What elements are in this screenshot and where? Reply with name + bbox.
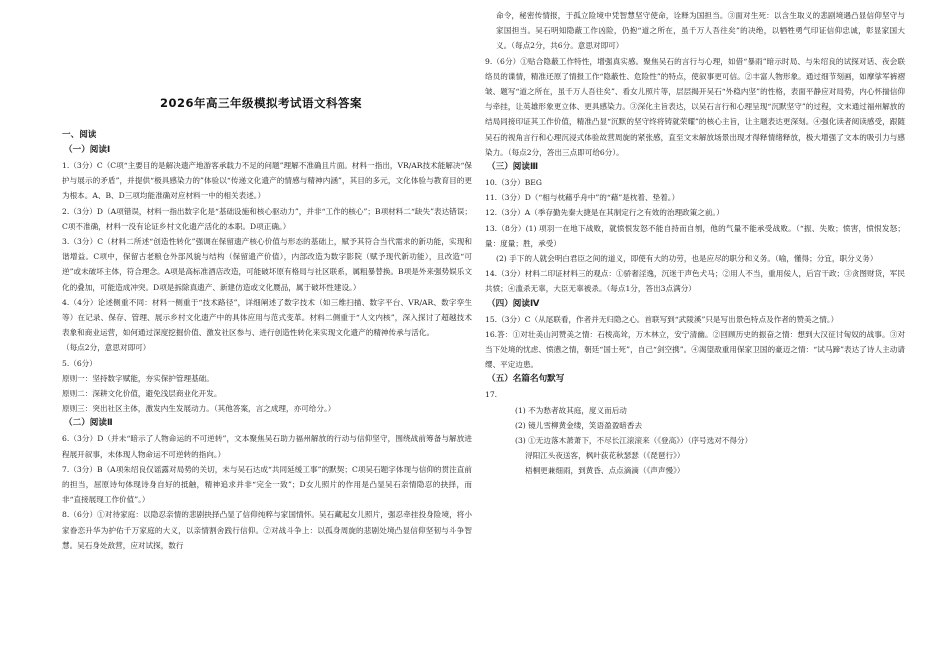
subsection-heading-reading-4: （四）阅读Ⅳ (487, 298, 540, 309)
answer-q3: 3.（3分）C（材料二所述“创造性转化”强调在保留遗产核心价值与形态的基础上，赋予其符合当代需求的新功能，实现和谐增益。C项中，保留古老粮仓外部风貌与结构（保留遗产价值），内部改造为数字影院（赋予现代新功能），且改造“可逆”或未破坏主体，符合理念。A项是高标准酒店改造，可能破坏原有格局与社区联系，属粗暴替换。B项是外来强势娱乐文化的叠加，可能造成冲突。D项是拆除真遗产、新建仿造或文化赝品，属于破坏性建设。） (62, 237, 472, 292)
answer-q17-line-5: 梧桐更兼细雨，到黄昏、点点滴滴（《声声慢》） (525, 466, 685, 476)
answer-q13-part-2: (2) 手下的人就会明白君臣之间的道义，即使有大的功劳，也是应尽的职分和义务。（喻，懂得；分宜，职分义务） (496, 254, 878, 264)
answer-q6: 6.（3分）D（并未“暗示了人物命运的不可逆转”，文本聚焦吴石助力福州解放的行动与信仰坚守，围绕战前筹备与解放进程展开叙事，未体现人物命运不可逆转的指向。） (62, 434, 472, 459)
answer-q8-continued: 命令，秘密传情报，于孤立险境中凭智慧坚守使命，诠释为国担当。③面对生死：以含生取义的悲剧境遇凸显信仰坚守与家国担当。吴石明知隐蔽工作凶险，仍抱“道之所在，虽千万人吾往矣”的决绝，以牺牲勇气印证信仰忠诚，彰显家国大义。（每点2分，共6分。意思对即可） (496, 11, 905, 51)
answer-q7: 7.（3分）B（A项朱绍良仅谣露对局势的关切，未与吴石达成“共同延缓工事”的默契；C项吴石题字体现与信仰的贯注直前的担当，屈原诗句体现诗身自好的抵触，精神追求并非“完全一致”；D女儿照片的作用是凸显吴石亲情隐忍的抉择，而非“直接展现工作价值”。） (62, 464, 472, 505)
answer-q1: 1.（3分）C（C项“主要目的是解决遗产地游客承载力不足的问题”理解不准确且片面。材料一指出，VR/AR技术能解决“保护与展示的矛盾”，并提供“极具感染力的”体验以“传递文化遗产的情感与精神内涵”，其目的多元，文化体验与教育目的更为根本。A、B、D三项均能准确对应材料一中的相关表述。） (62, 161, 472, 201)
subsection-heading-reading-3: （三）阅读Ⅲ (487, 162, 539, 173)
left-column-content (62, 128, 472, 553)
answer-q14: 14.（3分）材料二印证材料三的观点：①骄奢淫逸，沉迷于声色犬马；②用人不当，重用佞人，后宫干政；③贪图财货，军民共愤；④滥杀无辜，大臣无辜被杀。（每点1分，答出3点满分） (485, 269, 905, 294)
answer-q17-line-3: (3) ①无边落木萧萧下，不尽长江滚滚来（《登高》）（序号选对不得分） (515, 436, 753, 446)
answer-q13-part-1: 13.（8分）(1) 项羽一在地下战败，就愤恨发怒不能自持而自刎，他的气量不能承受战败。（“振、失败；愤害，愤恨发怒；量：度量；胜，承受） (485, 223, 905, 248)
document-title: 2026年高三年级模拟考试语文科答案 (160, 96, 363, 110)
answer-q17: 17. (485, 390, 498, 400)
section-heading-reading: 一、阅读 (62, 130, 97, 140)
answer-q10: 10.（3分）BEG (485, 178, 542, 188)
answer-q4-score: （每点2分，意思对即可） (62, 343, 151, 353)
answer-q5-principle-1: 原则一：坚持数字赋能，夯实保护管理基础。 (62, 373, 214, 383)
answer-q5-principle-3: 原则三：突出社区主体，激发内生发展动力。（其他答案，言之成理，亦可给分。） (62, 404, 336, 414)
answer-q5: 5.（6分） (62, 358, 97, 368)
answer-q17-line-4: 浔阳江头夜送客，枫叶荻花秋瑟瑟（《琵琶行》） (525, 451, 685, 461)
answer-q8: 8.（6分）①对待家庭：以隐忍亲情的悲剧抉择凸显了信仰纯粹与家国情怀。吴石藏起女儿照片，强忍牵挂投身险境，将小家眷恋升华为护佑千万家庭的大义，以亲情割舍践行信仰。②对战斗争上：以孤身周旋的悲剧处境凸显信仰坚韧与斗争智慧。吴石身处敌营，应对试探，数行 (62, 510, 472, 550)
answer-q9: 9.（6分）①贴合隐蔽工作特性，增强真实感。聚焦吴石的言行与心理，如借“暴雨”暗示时局、与朱绍良的试探对话、夜会联络员的谍情，精准还原了情报工作“隐蔽性、危险性”的特点，使叙事更可信。②丰富人物形象。通过细节刻画，如摩挲军裤褶皱、题写“道之所在，虽千万人吾往矣”、看女儿照片等，层层揭开吴石“外稳内坚”的性格，表面平静应对局势，内心怀揣信仰与牵挂，让英雄形象更立体、更具感染力。③深化主旨表达，以吴石言行和心理呈现“沉默坚守”的过程，文末通过福州解放的结局同接印证其工作价值，精准凸显“沉默的坚守终将铸就荣耀”的核心主旨，让主题表达更深刻。④强化读者阅读感受，跟随吴石的视角言行和心理沉浸式体验故营周旋的紧张感，直至文末解放场景出现才得释情绪释放，极大增强了文本的吸引力与感染力。（每点2分，答出三点即可给6分）。 (485, 56, 905, 157)
answer-q17-line-2: (2) 镜儿雪柳黄金缕，笑语盈盈暗香去 (515, 420, 643, 430)
answer-q2: 2.（3分）D（A项错误，材料一指出数字化是“基础设施和核心驱动力”，并非“工作的核心”；B项材料二“缺失”表达错误；C项不准确，材料一没有论证乡村文化遗产活化的本职。D项正确。） (62, 206, 472, 231)
right-column-content (485, 8, 905, 479)
subsection-heading-dictation: （五）名篇名句默写 (487, 374, 565, 385)
subsection-heading-reading-2: （二）阅读Ⅱ (64, 418, 113, 429)
answer-q16: 16.答：①对壮美山河赞美之情：石棱高耸，万木林立，安宁清幽。②回顾历史的振奋之情：想到大汉征讨匈奴的战事。③对当下处境的忧虑、愤懑之情，朝廷“国士死”，自己“剑空携”。④渴望敌重用保家卫国的豪迈之情：“试马蹄”表达了诗人主动请缨、平定边患。 (485, 329, 905, 370)
subsection-heading-reading-1: （一）阅读Ⅰ (64, 145, 111, 155)
answer-q17-line-1: (1) 不为愁者故其庭，度义而后动 (515, 405, 627, 415)
answer-q15: 15.（3分）C（从尾联看，作者并无归隐之心。首联写到“武陵溪”只是写出景色特点及作者的赞美之情。） (485, 314, 839, 324)
answer-q5-principle-2: 原则二：深耕文化价值，避免浅层商业化开发。 (62, 389, 222, 399)
answer-q4: 4.（4分）论述侧重不同：材料一侧重于“技术路径”，详细阐述了数字技术（如三维扫描、数字平台、VR/AR、数字孪生等）在记录、保存、管理、展示乡村文化遗产中的具体应用与范式变革。材料二侧重于“人文内核”，深入探讨了超越技术表象和商业运营，如何通过深度挖掘价值、激发社区参与、进行创造性转化来实现文化遗产的精神传承与活化。 (62, 297, 472, 338)
answer-q11: 11.（3分）D（“相与枕藉乎舟中”的“藉”是枕着、垫着。） (485, 193, 680, 203)
answer-q12: 12.（3分）A（季存勤先秦大捷是在其制定行之有效的治理政策之前。） (485, 208, 724, 218)
